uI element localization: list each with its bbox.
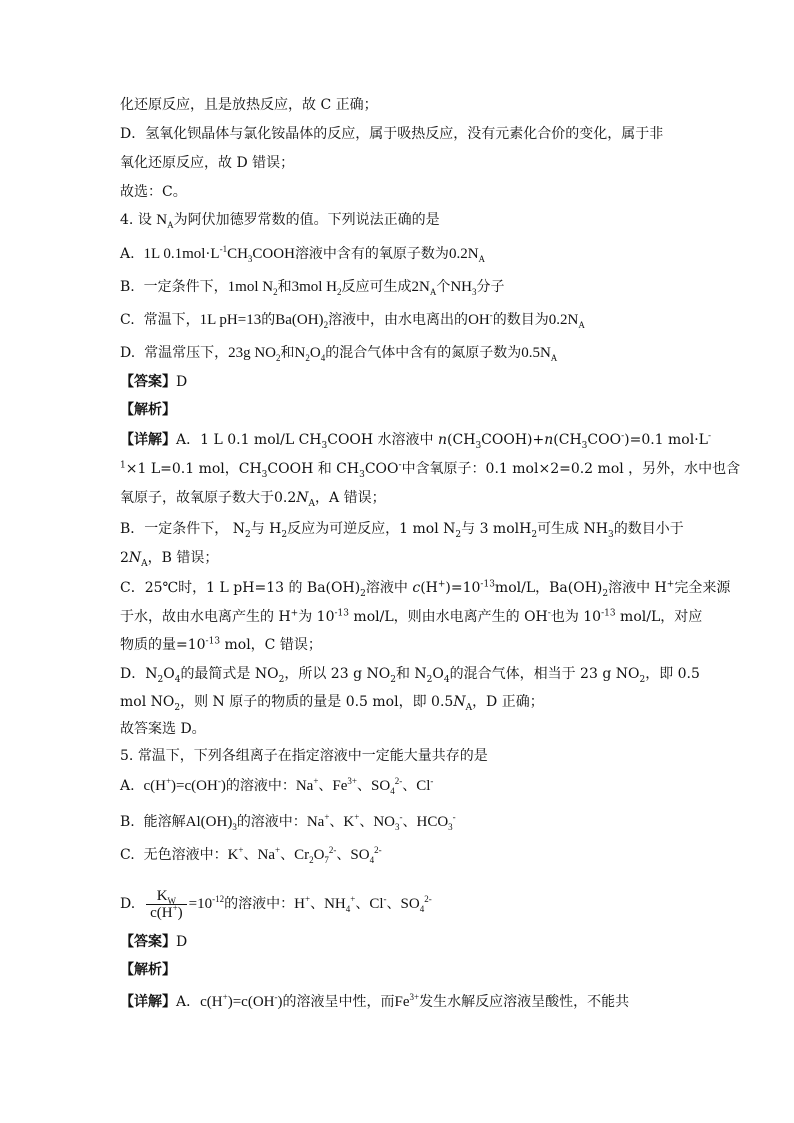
detail-line: C．25℃时，1 L pH=13 的 $Ba(OH)_2$溶液中 $c(H^+)=10^{-13}mol/L$，$Ba(OH)_2$溶液中 H+完全来源 bbox=[120, 579, 731, 599]
option-4a: A. 1L $0.1mol\cdot L^{-1}CH_3COOH$溶液中含有的氧原子数为$0.2N_A$ bbox=[120, 244, 486, 264]
answer-5: 【答案】D bbox=[120, 934, 188, 950]
question-4: 4. 设 $N_A$为阿伏加德罗常数的值。下列说法正确的是 bbox=[120, 212, 440, 230]
detail-line: mol $NO_2$，则 N 原子的物质的量是 0.5 mol，即 $0.5N_A$，D 正确； bbox=[120, 694, 544, 713]
detail-line: 物质的量$=10^{-13}$ mol，C 错误； bbox=[120, 636, 322, 653]
option-5d: D. $\frac{K_W}{c(H^+)}$ $=10^{-12}$的溶液中：H+、$NH_4^+$、Cl-、$SO_4^{2-}$ bbox=[120, 887, 432, 921]
question-5: 5. 常温下，下列各组离子在指定溶液中一定能大量共存的是 bbox=[120, 748, 488, 764]
detail-line: 故答案选 D。 bbox=[120, 721, 206, 737]
text-line: D．氢氧化钡晶体与氯化铵晶体的反应，属于吸热反应，没有元素化合价的变化，属于非 bbox=[120, 126, 664, 142]
detail-line: $^1$×1 L=0.1 mol，$CH_3COOH$ 和 $CH_3COO^-$中含氧原子：0.1 mol×2=0.2 mol ，另外，水中也含 bbox=[120, 460, 741, 480]
option-5a: A. c(H+)=c(OH-)的溶液中：Na+、$Fe^{3+}$、$SO_4^{2-}$、Cl- bbox=[120, 776, 434, 796]
analysis-4-heading: 【解析】 bbox=[120, 402, 176, 418]
detail-line: 【详解】A．c(H+)=c(OH-)的溶液呈中性，而$Fe^{3+}$发生水解反应溶液呈酸性，不能共 bbox=[120, 992, 630, 1010]
option-5c: C. 无色溶液中：K+、Na+、$Cr_2O_7^{2-}$、$SO_4^{2-}$ bbox=[120, 845, 382, 865]
detail-line: 氧原子，故氧原子数大于$0.2N_A$，A 错误； bbox=[120, 490, 386, 509]
detail-line: 【详解】A．1 L 0.1 mol/L $CH_3COOH$ 水溶液中 $n(CH_3COOH)+n(CH_3COO^-)=0.1$ mol·L- bbox=[120, 431, 712, 451]
kw-fraction: $\frac{K_W}{c(H^+)}$ bbox=[146, 888, 187, 921]
detail-line: D．$N_2O_4$的最简式是 $NO_2$，所以 23 g $NO_2$和 $N_2O_4$的混合气体，相当于 23 g $NO_2$，即 0.5 bbox=[120, 666, 700, 685]
option-5b: B. 能溶解$Al(OH)_3$的溶液中：Na+、K+、$NO_3^-$、$HCO_3^-$ bbox=[120, 812, 456, 832]
text-line: 氧化还原反应，故 D 错误； bbox=[120, 155, 295, 171]
text-line: 化还原反应，且是放热反应，故 C 正确； bbox=[120, 97, 378, 113]
detail-line: 于水，故由水电离产生的 H+为 $10^{-13}$ mol/L，则由水电离产生的 OH-也为 $10^{-13}$ mol/L，对应 bbox=[120, 608, 703, 625]
option-4c: C. 常温下，1L pH=13的$Ba(OH)_2$溶液中，由水电离出的OH-的数目为$0.2N_A$ bbox=[120, 310, 585, 330]
detail-line: B．一定条件下， $N_2$与 $H_2$反应为可逆反应，1 mol $N_2$与 3 molH$_2$可生成 $NH_3$的数目小于 bbox=[120, 521, 684, 540]
analysis-5-heading: 【解析】 bbox=[120, 962, 176, 978]
answer-4: 【答案】D bbox=[120, 374, 188, 390]
detail-line: $2N_A$，B 错误； bbox=[120, 550, 219, 569]
text-line: 故选：C。 bbox=[120, 184, 187, 200]
option-4b: B. 一定条件下，1mol $N_2$和3mol $H_2$反应可生成$2N_A$个$NH_3$分子 bbox=[120, 279, 505, 297]
option-4d: D. 常温常压下，23g $NO_2$和$N_2O_4$的混合气体中含有的氮原子数为$0.5N_A$ bbox=[120, 345, 558, 363]
